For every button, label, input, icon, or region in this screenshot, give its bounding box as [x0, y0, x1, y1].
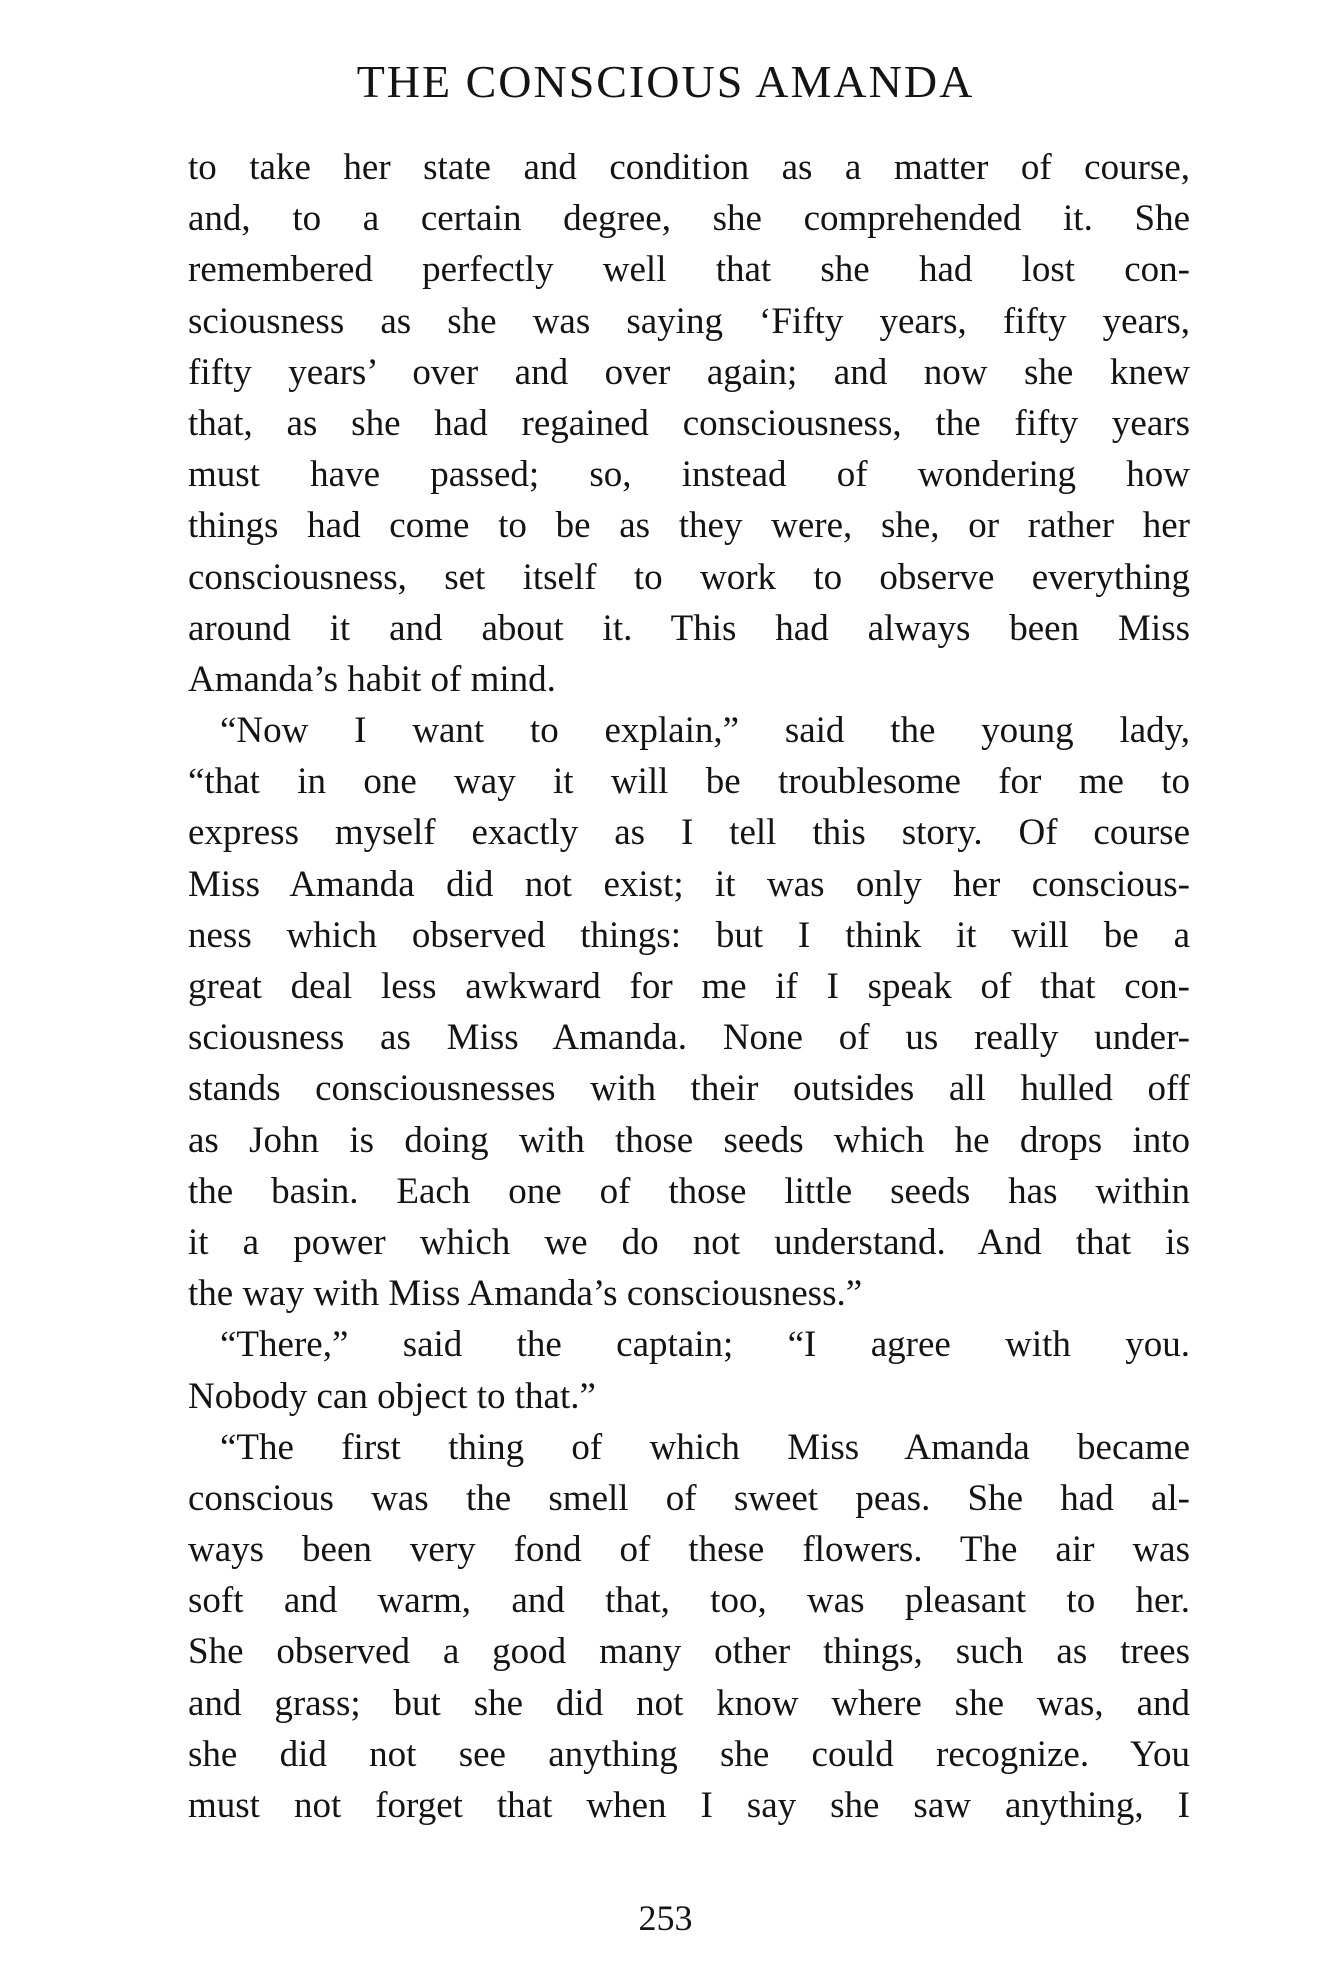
text-line: “that in one way it will be troublesome for me to — [188, 761, 1190, 803]
page-number: 253 — [638, 1898, 693, 1938]
text-line: “The first thing of which Miss Amanda became — [220, 1426, 1190, 1468]
text-line: conscious was the smell of sweet peas. She had al- — [188, 1477, 1190, 1519]
text-line: stands consciousnesses with their outsides all hulled off — [188, 1068, 1190, 1110]
text-line: consciousness, set itself to work to observe everything — [188, 556, 1190, 598]
text-line: as John is doing with those seeds which he drops into — [188, 1119, 1190, 1161]
text-line: “Now I want to explain,” said the young lady, — [220, 710, 1190, 752]
text-line: to take her state and condition as a matter of course, — [188, 147, 1190, 188]
text-line: must not forget that when I say she saw anything, I — [188, 1785, 1190, 1826]
text-line: and, to a certain degree, she comprehended it. She — [188, 198, 1190, 240]
text-line: must have passed; so, instead of wondering how — [188, 454, 1190, 496]
text-line: and grass; but she did not know where she was, and — [188, 1682, 1190, 1724]
text-line: Amanda’s habit of mind. — [188, 658, 556, 700]
text-line: remembered perfectly well that she had lost con- — [188, 249, 1190, 291]
text-line: it a power which we do not understand. And that is — [188, 1221, 1190, 1263]
text-line: Miss Amanda did not exist; it was only her conscious- — [188, 863, 1190, 905]
text-line: ways been very fond of these flowers. The air was — [188, 1529, 1190, 1571]
text-line: around it and about it. This had always been Miss — [188, 607, 1190, 649]
text-line: soft and warm, and that, too, was pleasant to her. — [188, 1580, 1190, 1622]
text-line: the way with Miss Amanda’s consciousness.” — [188, 1273, 863, 1315]
text-line: things had come to be as they were, she, or rather her — [188, 505, 1190, 547]
text-line: She observed a good many other things, such as trees — [188, 1631, 1190, 1673]
text-line: sciousness as Miss Amanda. None of us really under- — [188, 1017, 1190, 1059]
text-line: Nobody can object to that.” — [188, 1375, 596, 1417]
text-line: that, as she had regained consciousness, the fifty years — [188, 402, 1190, 444]
text-line: the basin. Each one of those little seeds has within — [188, 1170, 1190, 1212]
text-line: ness which observed things: but I think it will be a — [188, 914, 1190, 956]
text-line: sciousness as she was saying ‘Fifty years, fifty years, — [188, 300, 1190, 342]
body-text — [188, 142, 1190, 1831]
text-line: she did not see anything she could recognize. You — [188, 1733, 1190, 1775]
text-line: great deal less awkward for me if I speak of that con- — [188, 966, 1190, 1007]
text-line: fifty years’ over and over again; and now she knew — [188, 351, 1190, 393]
text-line: express myself exactly as I tell this story. Of course — [188, 812, 1190, 854]
text-line: “There,” said the captain; “I agree with you. — [220, 1324, 1190, 1366]
running-head: THE CONSCIOUS AMANDA — [356, 56, 975, 107]
